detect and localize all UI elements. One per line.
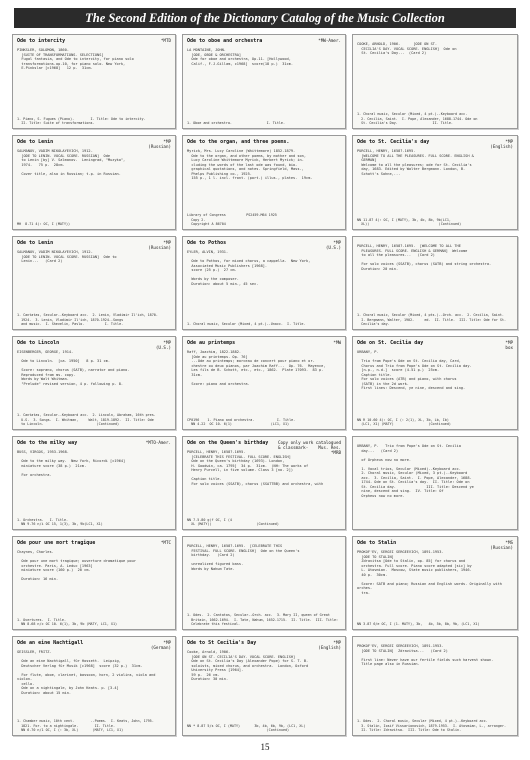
card-body-text: LA MONTAINE, JOHN. [ODE, OBOE & ORCHESTRA] Ode for oboe and orchestra, Op.11. [Hollywood, Calif., F.J.Gillam, c1968] score(18 p.) 31cm. — [187, 48, 294, 66]
card-heading: Ode to the milky way — [17, 440, 78, 446]
card-body-text: PURCELL, HENRY, 1658?-1695. [CELEBRATE THIS FESTIVAL. FULL SCORE. ENGLISH] Ode on the Queen's birthday (1693). London, H. Goodwin, ca. 1795] 34 p. 31cm. (NH: The works of Henry Purcell, in five volume. Class 3 [no. 2]) Caption title. For solo voices (SSATB), chorus (SSATTBB) and orchestra, with — [187, 450, 324, 486]
catalog-card — [12, 536, 176, 630]
card-tracings: 1. Oboe and orchestra. I. Title. — [187, 120, 285, 125]
card-tracings: 1. Piano, S. Fugues (Piano). I. Title: Ode to intercity. II. Title: Suite of transformations. — [17, 116, 146, 125]
card-heading: Ode to oboe and orchestra — [187, 38, 263, 44]
card-heading: Ode to St. Cecilia's day — [357, 139, 430, 145]
card-classmark: *MP (English) — [490, 139, 513, 149]
card-heading: Ode to the organ, and three poems. — [187, 139, 290, 145]
card-body-text: PINKSLER, SOLOMON, 1860- [SUITE OF TRANSFORMATIONS. SELECTIONS] Fugal fantasia, and Ode to intercity, for piano solo transformations.op.10, for piano solo. New York, E.Pinkslar [c1968] 12 p. 31cm. — [17, 48, 134, 70]
card-classmark: *MS (Russian) — [490, 540, 513, 550]
card-heading: Ode to intercity — [17, 38, 66, 44]
catalog-card — [352, 336, 518, 430]
card-body-text: BUSS, VIRGOS, 1953-1968. Ode to the milky way. New York, Ricordi [c1964] miniature score (38 p.) 21cm. For orchestra. — [17, 450, 126, 477]
card-body-text: PURCELL, HENRY, 1658?-1695. [WELCOME TO ALL THE PLEASURES. FULL SCORE. ENGLISH & GERMAN] Welcome to all the pleasures; ode for St. Cecilia's day, 1683. Edited by Walter Bergmann. London, B. Schott's Sohne,... — [357, 149, 474, 176]
catalog-card — [182, 636, 346, 736]
card-tracings: NN 7.5.80 g(f OC, I (4 XL (MATY)) (Continued) — [187, 517, 279, 526]
card-heading: Ode an eine Nachtigall — [17, 640, 84, 646]
page-number: 15 — [260, 742, 270, 752]
card-classmark: Copy only work catalogued & classmark- Mus. Res. *MRB — [277, 440, 341, 455]
card-heading: Ode to Lincoln — [17, 340, 60, 346]
catalog-card — [182, 34, 346, 129]
catalog-card — [352, 236, 518, 330]
card-tracings: MH 8.71 4(: OC, I (MATY)) — [17, 221, 71, 226]
card-tracings: 1. Cantatas, Secular--Keyboard acc. 2. Lenin, Vladimir Il'ich, 1870- 1924. 3. Lenin, Vladimir Il'ich, 1870-1924--Songs and music. I. Shevelin, Pavlo. I. Title. — [17, 313, 158, 326]
card-tracings: Library of Congress PS2459.M64 1925 Copy 2. Copyright A 86704 — [187, 213, 277, 226]
card-tracings: 1. Odes. 2. Cantatas, Secular--Orch. acc. 3. Mary II, queen of Great Britain, 1662-1694. I. Tate, Nahum, 1652-1715. II. Title. III. Title: Celebrate this festival. — [187, 613, 339, 626]
card-tracings: NN * 8.87 5/s OC, I (MATY) 3b, 4b, 6b, 9b, (LC1, XL) (Continued) — [187, 723, 306, 732]
card-tracings: CP0196 1. Piano and orchestra. I. Title. NN 4.22 OC 10. 6(1) (LC1, X1) — [187, 417, 296, 426]
card-classmark: *MP (U.S.) — [325, 240, 341, 250]
card-heading: Ode to Stalin — [357, 540, 397, 546]
card-body-text: Myrick, Mrs. Lucy Caroline (Whittemore) 1852-1879. Ode to the organ, and other poems, by mother and son, Lucy Caroline Whittemore Myrick, Herbert Myrick; in- cluding the words of the last ode was found, bio- graphical quotations, and notes. Springfield, Mass., Phelps Publishing co., 1925. 155 p., 1 l. incl. front. (port.) illus., plates. 19cm. — [187, 149, 313, 180]
card-heading: Ode on the Queen's birthday — [187, 440, 269, 446]
catalog-card — [182, 536, 346, 630]
card-body-text: SALMANOV, VADIM NIKOLAYEVICH, 1912- [ODE TO LENIN. VOCAL SCORE. RUSSIAN] Ode to Lenin... (Card 2) — [17, 250, 117, 263]
card-body-text: Chaynes, Charles. Ode pour une mort tragique; ouverture dramatique pour orchestre. Paris, A. Leduc [1963] miniature score (160 p.) 20 cm. Duration: 16 min. — [17, 550, 136, 581]
card-body-text: PROKOF'EV, SERGEI SERGEEVICH, 1891-1953. [ODE TO STALIN] Zdravitsa... (Card 2) First line: Never have our fertile fields such harvest shown. Title page also in Russian. — [357, 644, 494, 666]
catalog-card — [352, 135, 518, 230]
card-body-text: SALMANOV, VADIM NIKOLAYEVICH, 1912- [ODE TO LENIN. VOCAL SCORE. RUSSIAN] Ode to Lenin [by] V. Salmanov. Leningrad, "Muzyka", 1974. 75 p. 28cm. Cover title, also in Russian; t.p. in Russian. — [17, 149, 126, 176]
catalog-card — [182, 336, 346, 430]
card-heading: Ode to Pothos — [187, 240, 227, 246]
catalog-card — [182, 135, 346, 230]
card-heading: Ode to St Cecilia's Day — [187, 640, 257, 646]
card-classmark: *MTD — [160, 38, 171, 43]
page-banner — [14, 8, 516, 28]
card-heading: Ode to Lenin — [17, 139, 54, 145]
card-tracings: 1. Choral music, Secular (Mixed, 4 pt.)--Unacc. I. Title. — [187, 321, 306, 326]
card-classmark: *MP (Russian) — [148, 240, 171, 250]
card-tracings: NN 3.87 6/e OC, I (1. MATY), 3b, 4b, 5b, 8b, 9b, (LC1, X1) — [357, 621, 480, 626]
card-tracings: 1. Odes. 2. Choral music, Secular (Mixed, 4 pt.)--Keyboard acc. 3. Stalin, Iosif Vissarionovich, 1879-1953. I. Atovmian, L., arranger. II. Title: Zdravitsa. III. Title: Ode to Stalin. — [357, 719, 507, 732]
card-tracings: 1. Cantatas, Secular--Keyboard acc. 2. Lincoln, Abraham, 16th pres. U.S. 3. Songs. I. Whitman, Walt, 1819-1892. II. Title: Ode to Lincoln. (Continued) — [17, 413, 156, 426]
card-classmark: *MP (German) — [150, 640, 171, 650]
catalog-card — [12, 636, 176, 736]
page-title: The Second Edition of the Dictionary Catalog of the Music Collection — [85, 11, 445, 25]
card-tracings: 1. Choral music, Secular (Mixed, 4 pts.)--Orch. acc. 2. Cecilia, Saint. I. Bergmann, Walter, 1902- ed. II. Title. III. Title: Ode for St. Cecilia's day. — [357, 313, 507, 326]
catalog-card — [12, 34, 176, 129]
card-tracings: 1. Overtures. I. Title. NN 8.68 n/c OC 10. 6(1), 3b, 9b (MATY, LC1, X1) — [17, 617, 118, 626]
catalog-card — [182, 236, 346, 330]
catalog-card — [352, 34, 518, 129]
card-classmark: *MP (Russian) — [148, 139, 171, 149]
card-body-text: PURCELL, HENRY, 1658?-1695. [WELCOME TO ALL THE PLEASURES. FULL SCORE. ENGLISH & GERMAN] Welcome to all the pleasures... (Card 2) For solo voices (SSATB), chorus (SATB) and string orchestra. Duration: 20 min. — [357, 244, 492, 271]
card-classmark: *MTO-Amer. — [145, 440, 171, 445]
card-classmark: *MW-Amer. — [318, 38, 341, 43]
card-classmark: *MW — [333, 340, 341, 345]
catalog-card — [12, 436, 176, 530]
card-tracings: 1. Choral music, Secular (Mixed, 4 pt.)--Keyboard acc. 2. Cecilia, Saint. I. Pope, Alexander, 1688-1744. Ode on St. Cecilia's Day. II. Title. — [357, 112, 478, 125]
card-body-text: URBANY, P. Trio from Pope's Ode on St. Cecilia day, Card, Chorus and Trio from Pope's Ode on St. Cecilia day. [n.p., n.d.] score (4-51 p.) 25cm. Caption title. For solo voices (ATB) and piano, with chorus (SATB) in the 2d work. First lines: Descend, ye nine, descend and sing. — [357, 350, 472, 390]
card-body-text: URBANY, P. Trio from Pope's Ode on St. Cecilia day... (Card 2) of Orpheus now no more. 1. Vocal trios, Secular (Mixed)--Keyboard acc. 2. Choral music, Secular (Mixed, 3 pt.)--Keyboard acc. 3. Cecilia, Saint. I. Pope, Alexander, 1688- 1744. Ode on St. Cecilia's day. II. Title: Ode on St. Cecilia day. III. Title: Descend ye nine, descend and sing. IV. Title: Of Orpheus now no more. — [357, 444, 474, 498]
card-heading: Ode to Lenin — [17, 240, 54, 246]
card-classmark: *MTC — [160, 540, 171, 545]
card-tracings: NN 11.87 4(: OC, I (MATY), 3b, 4b, 8b, 9b(LC1, XL)) (Continued) — [357, 217, 462, 226]
card-tracings: NN R 10.60 4(: OC, I (: 2(1), XL, 3b, Lb, Ib) (LC1, X1) (MATY) (Continued) — [357, 417, 451, 426]
card-body-text: Raff, Joachim, 1822-1882. [Ode au printemps. Op. 76] ...Ode au printemps; morceau de concert pour piano et or- chestre ou deux pianos, par Joachim Raff... Op. 76. Mayence, Les fils de B. Schott, etc., etc., 1862. Plate 17093. 83 p. 31cm. Score: piano and orchestra. — [187, 350, 326, 386]
card-heading: Ode on St. Cecilia day — [357, 340, 424, 346]
card-body-text: EYLER, ALVIN, 1931- Ode to Pothos, for mixed chorus, a cappella. New York, Associated Music Publishers [1968]. score (25 p.) 27 cm. Words by the composer. Duration: about 5 min., 45 sec. — [187, 250, 311, 286]
catalog-card — [352, 636, 518, 736]
card-tracings: 1. Orchestra. I. Title. NN 9.76 n/i OC 15, 1(3), 3b, 9b(LC1, X1) — [17, 517, 103, 526]
catalog-card — [352, 536, 518, 630]
card-heading: Ode au printemps — [187, 340, 236, 346]
card-body-text: COOKE, ARNOLD, 1906- [ODE ON ST. CECILIA'S DAY. VOCAL SCORE. ENGLISH] Ode on St. Cecilia's Day... (Card 2) — [357, 42, 457, 55]
catalog-card-grid — [12, 34, 518, 738]
catalog-card — [12, 135, 176, 230]
catalog-card — [182, 436, 346, 530]
card-classmark: *MP (U.S.) — [155, 340, 171, 350]
catalog-card — [12, 336, 176, 430]
card-body-text: EISENBERGER, GEORGE, 1914- Ode to Lincoln. [ca. 1950] 8 p. 31 cm. Score: soprano, chorus (SATB), narrator and piano. Reproduced from ms. copy. Words by Walt Whitman. "Prelude" revised version, 4 p. following p. 8. — [17, 350, 130, 386]
card-body-text: GEISSLER, FRITZ. Ode an eine Nachtigall, für Hossett. Leipzig, Deutscher Verlag für Musik [c1968] score (32 p.) 31cm. For flute, oboe, clarinet, bassoon, horn, 2 violins, viola and violon- cello. Ode on a nightingale, by John Keats. p. [3-4] Duration: about 15 min. — [17, 650, 156, 695]
catalog-card — [352, 436, 518, 530]
card-body-text: PURCELL, HENRY, 1658?-1695. [CELEBRATE THIS FESTIVAL. FULL SCORE. ENGLISH] Ode on the Queen's birthday. (Card 2) unrealized figured bass. Words by Nahum Tate. — [187, 544, 300, 571]
card-classmark: *MP (English) — [318, 640, 341, 650]
catalog-card — [12, 236, 176, 330]
card-classmark: *MP box — [505, 340, 513, 350]
card-body-text: Cooke, Arnold, 1906- [ODE ON ST. CECILIA'S DAY. VOCAL SCORE. ENGLISH] Ode on St. Cecilia's Day (Alexander Pope) for S. T. B. soloists, mixed chorus, and orchestra. London, Oxford University Press [1964]. 59 p. 26 cm. Duration: 30 min. — [187, 650, 309, 681]
card-body-text: PROKOF'EV, SERGEI SERGEEVICH, 1891-1953. [ODE TO STALIN] Zdravitsa [Ode to Stalin, op. 85] for chorus and orchestra. Full score. Piano score adapted [sic] by L. Atovmian. Moscow, State music publishers, 1946. 40 p. 30cm. Score: SATB and piano; Russian and English words. Originally with orches- tra. — [357, 550, 502, 595]
card-heading: Ode pour une mort tragique — [17, 540, 96, 546]
card-tracings: 1. Chamber music, 10th cent. --Poems. I. Keats, John, 1795- 1821. For. to a nightingale. II. Title. NN 6.70 n/1 OC, I (: 3b, XL) (MATY, LC1, X1) — [17, 719, 154, 732]
